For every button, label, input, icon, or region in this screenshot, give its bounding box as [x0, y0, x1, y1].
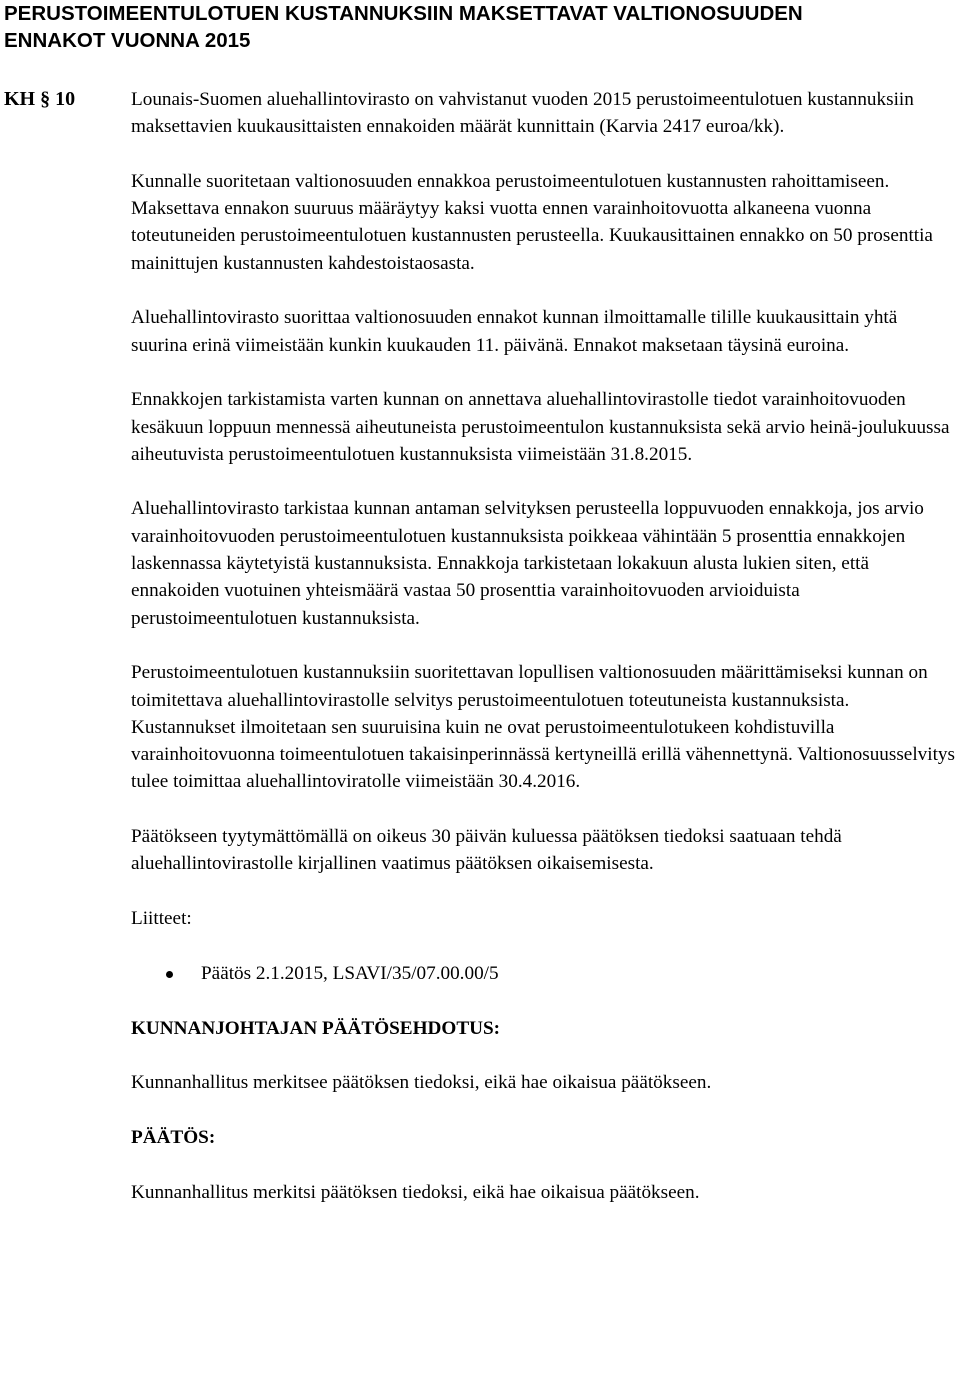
- document-body: [131, 86, 957, 1233]
- decision-heading: PÄÄTÖS:: [131, 1126, 216, 1148]
- paragraph-review-information: Ennakkojen tarkistamista varten kunnan on annettava aluehallintovirastolle tiedot varainhoitovuoden kesäkuun loppuun mennessä aiheutuneista perustoimeentulon kustannuksista sekä arvio heinä-joulukuussa aiheutuvista perustoimeentulotuen kustannuksista viimeistään 31.8.2015.: [131, 389, 950, 465]
- attachments-label: Liitteet:: [131, 907, 192, 929]
- case-number: KH § 10: [4, 88, 76, 110]
- proposal-text: Kunnanhallitus merkitsee päätöksen tiedoksi, eikä hae oikaisua päätökseen.: [131, 1072, 712, 1094]
- paragraph-advance-amounts: Lounais-Suomen aluehallintovirasto on vahvistanut vuoden 2015 perustoimeentulotuen kustannuksiin maksettavien kuukausittaisten ennakoiden määrät kunnittain (Karvia 2417 euroa/kk).: [131, 89, 914, 138]
- paragraph-final-report: Perustoimeentulotuen kustannuksiin suoritettavan lopullisen valtionosuuden määrittämiseksi kunnan on toimitettava aluehallintovirastolle selvitys perustoimeentulotuen toteutuneista kustannuksista. Kustannukset ilmoitetaan sen suuruisina kuin ne ovat perustoimeentulotukeen kohdistuvilla varainhoitovuonna toimeentulotuen takaisinperinnässä kertyneillä erillä vähennettynä. Valtionosuusselvitys tulee toimittaa aluehallintoviratolle viimeistään 30.4.2016.: [131, 662, 955, 793]
- document-title: [4, 0, 954, 54]
- decision-text: Kunnanhallitus merkitsi päätöksen tiedoksi, eikä hae oikaisua päätökseen.: [131, 1181, 700, 1203]
- proposal-heading: KUNNANJOHTAJAN PÄÄTÖSEHDOTUS:: [131, 1017, 501, 1039]
- document-title-line-2: ENNAKOT VUONNA 2015: [4, 29, 251, 52]
- document-title-line-1: PERUSTOIMEENTULOTUEN KUSTANNUKSIIN MAKSETTAVAT VALTIONOSUUDEN: [4, 2, 803, 25]
- attachment-item-text: Päätös 2.1.2015, LSAVI/35/07.00.00/5: [201, 962, 499, 984]
- paragraph-advance-adjustment: Aluehallintovirasto tarkistaa kunnan antaman selvityksen perusteella loppuvuoden ennakkoja, jos arvio varainhoitovuoden perustoimeentulotuen kustannuksista poikkeaa vähintään 5 prosenttia ennakkojen laskennassa käytetyistä kustannuksista. Ennakkoja tarkistetaan lokakuun alusta lukien siten, että ennakoiden vuotuinen yhteismäärä vastaa 50 prosenttia varainhoitovuoden arvioiduista perustoimeentulotuen kustannuksista.: [131, 498, 924, 629]
- paragraph-payment-schedule: Aluehallintovirasto suorittaa valtionosuuden ennakot kunnan ilmoittamalle tilille kuukausittain yhtä suurina erinä viimeistään kunkin kuukauden 11. päivänä. Ennakot maksetaan täysinä euroina.: [131, 307, 898, 356]
- attachments-list: [131, 960, 957, 987]
- attachment-item: [131, 960, 957, 987]
- paragraph-advance-basis: Kunnalle suoritetaan valtionosuuden ennakkoa perustoimeentulotuen kustannusten rahoittamiseen. Maksettava ennakon suuruus määräytyy kaksi vuotta ennen varainhoitovuotta alkaneena vuonna toteutuneiden perustoimeentulotuen kustannusten perusteella. Kuukausittainen ennakko on 50 prosenttia mainittujen kustannusten kahdestoistaosasta.: [131, 170, 933, 274]
- paragraph-appeal-rights: Päätökseen tyytymättömällä on oikeus 30 päivän kuluessa päätöksen tiedoksi saatuaan tehdä aluehallintovirastolle kirjallinen vaatimus päätöksen oikaisemisesta.: [131, 826, 842, 875]
- bullet-icon: [166, 971, 173, 978]
